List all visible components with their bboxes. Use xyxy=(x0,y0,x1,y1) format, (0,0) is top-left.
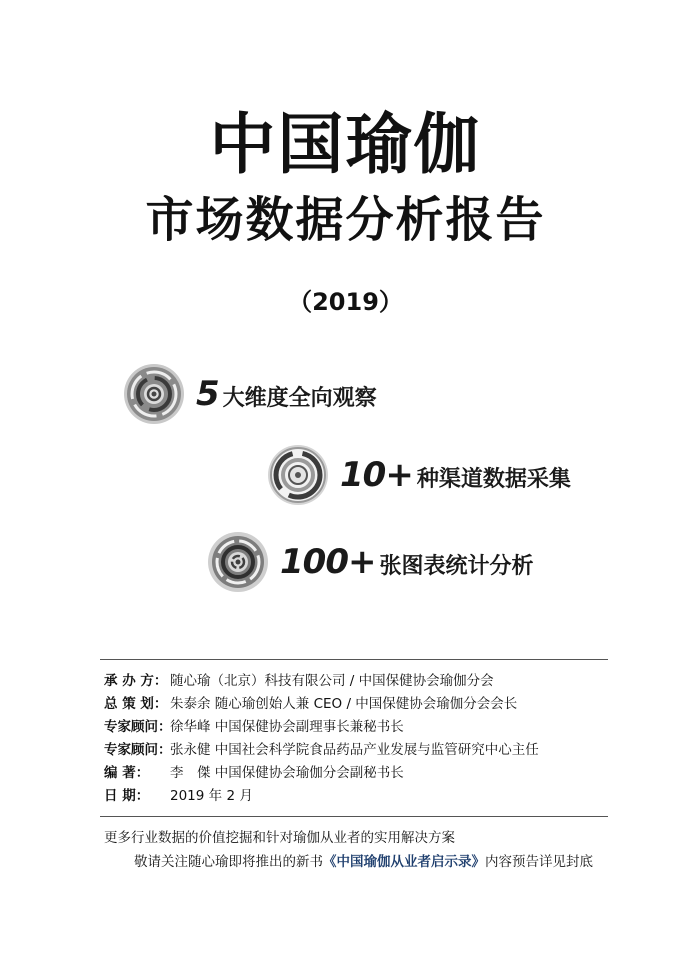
footer-book-prefix: 敬请关注随心瑜即将推出的新书 xyxy=(134,854,323,870)
footer-note: 更多行业数据的价值挖掘和针对瑜伽从业者的实用解决方案 xyxy=(104,830,455,846)
credit-expert-advisor xyxy=(104,716,539,739)
credit-value: 朱泰余 随心瑜创始人兼 CEO / 中国保健协会瑜伽分会会长 xyxy=(170,696,518,712)
credit-value: 2019 年 2 月 xyxy=(170,788,253,804)
credit-organizer xyxy=(104,670,539,693)
feature-channels xyxy=(266,443,571,507)
footer-book-note xyxy=(134,850,593,870)
credit-label: 专家顾问： xyxy=(104,742,172,758)
feature-description: 种渠道数据采集 xyxy=(416,467,571,492)
divider-top xyxy=(100,659,608,660)
book-title: 《中国瑜伽从业者启示录》 xyxy=(323,854,485,870)
concentric-rings-icon xyxy=(266,443,330,507)
credits-list xyxy=(104,670,539,808)
credit-value: 随心瑜（北京）科技有限公司 / 中国保健协会瑜伽分会 xyxy=(170,673,494,689)
concentric-rings-icon xyxy=(206,530,270,594)
concentric-rings-icon xyxy=(122,362,186,426)
report-title: 中国瑜伽 xyxy=(209,106,482,183)
credit-label: 编 著： xyxy=(104,765,150,781)
credit-value: 张永健 中国社会科学院食品药品产业发展与监管研究中心主任 xyxy=(170,742,539,758)
credit-editor xyxy=(104,762,539,785)
footer-book-suffix: 内容预告详见封底 xyxy=(485,854,593,870)
feature-dimensions xyxy=(122,362,377,426)
feature-description: 大维度全向观察 xyxy=(222,386,377,411)
report-year: （2019） xyxy=(288,288,403,316)
credit-expert-advisor xyxy=(104,739,539,762)
credit-value: 李 傑 中国保健协会瑜伽分会副秘书长 xyxy=(170,765,404,781)
feature-number: 5 xyxy=(196,374,219,414)
report-subtitle: 市场数据分析报告 xyxy=(145,192,546,248)
credit-label: 总 策 划： xyxy=(104,696,168,712)
credit-label: 日 期： xyxy=(104,788,150,804)
feature-number: 100+ xyxy=(280,542,376,582)
credit-value: 徐华峰 中国保健协会副理事长兼秘书长 xyxy=(170,719,404,735)
feature-charts xyxy=(206,530,533,594)
feature-description: 张图表统计分析 xyxy=(379,554,534,579)
feature-number: 10+ xyxy=(340,455,413,495)
divider-bottom xyxy=(100,816,608,817)
credit-label: 承 办 方： xyxy=(104,673,168,689)
credit-chief-planner xyxy=(104,693,539,716)
credit-date xyxy=(104,785,539,808)
credit-label: 专家顾问： xyxy=(104,719,172,735)
